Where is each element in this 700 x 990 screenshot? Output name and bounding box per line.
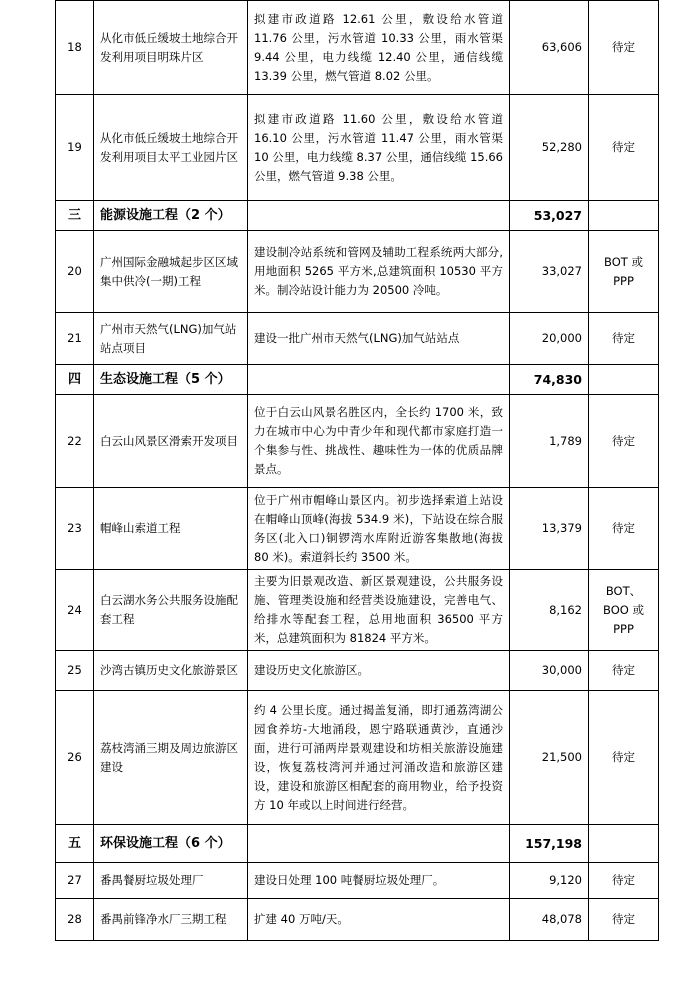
project-mode: 待定 <box>589 488 659 570</box>
project-mode: 待定 <box>589 863 659 899</box>
section-mode-empty <box>589 825 659 863</box>
project-row <box>56 570 659 651</box>
project-investment: 30,000 <box>510 651 589 691</box>
section-row <box>56 825 659 863</box>
project-number: 28 <box>56 899 94 941</box>
section-row <box>56 365 659 395</box>
project-name: 白云山风景区滑索开发项目 <box>94 395 248 488</box>
project-description: 扩建 40 万吨/天。 <box>248 899 510 941</box>
project-name: 沙湾古镇历史文化旅游景区 <box>94 651 248 691</box>
project-mode: 待定 <box>589 95 659 201</box>
project-description: 约 4 公里长度。通过揭盖复涌，即打通荔湾湖公园食养坊-大地涌段，恩宁路联通黄沙，直通沙面，进行可涌两岸景观建设和坊相关旅游设施建设，恢复荔枝湾河并通过河涌改造和旅游区建设，建设和旅游区相配套的商用物业，给予投资方 10 年或以上时间进行经营。 <box>248 691 510 825</box>
project-mode: BOT 或 PPP <box>589 231 659 313</box>
project-row <box>56 488 659 570</box>
section-number: 三 <box>56 201 94 231</box>
project-number: 21 <box>56 313 94 365</box>
project-investment: 52,280 <box>510 95 589 201</box>
project-investment: 20,000 <box>510 313 589 365</box>
project-investment: 48,078 <box>510 899 589 941</box>
section-number: 五 <box>56 825 94 863</box>
project-mode: BOT、BOO 或 PPP <box>589 570 659 651</box>
project-mode: 待定 <box>589 691 659 825</box>
project-mode: 待定 <box>589 1 659 95</box>
project-number: 20 <box>56 231 94 313</box>
project-row <box>56 863 659 899</box>
project-name: 白云湖水务公共服务设施配套工程 <box>94 570 248 651</box>
project-name: 从化市低丘缓坡土地综合开发利用项目明珠片区 <box>94 1 248 95</box>
project-description: 主要为旧景观改造、新区景观建设，公共服务设施、管理类设施和经营类设施建设，完善电气、给排水等配套工程，总用地面积 36500 平方米，总建筑面积为 81824 平方米。 <box>248 570 510 651</box>
project-number: 27 <box>56 863 94 899</box>
project-description: 建设制冷站系统和管网及辅助工程系统两大部分,用地面积 5265 平方米,总建筑面积 10530 平方米。制冷站设计能力为 20500 冷吨。 <box>248 231 510 313</box>
project-investment: 13,379 <box>510 488 589 570</box>
project-row <box>56 691 659 825</box>
project-row <box>56 95 659 201</box>
project-row <box>56 651 659 691</box>
section-desc-empty <box>248 365 510 395</box>
project-investment: 9,120 <box>510 863 589 899</box>
project-mode: 待定 <box>589 395 659 488</box>
project-name: 荔枝湾涌三期及周边旅游区建设 <box>94 691 248 825</box>
project-description: 拟建市政道路 11.60 公里，敷设给水管道 16.10 公里，污水管道 11.47 公里，雨水管渠 10 公里，电力线缆 8.37 公里，通信线缆 15.66 公里，燃气管道 9.38 公里。 <box>248 95 510 201</box>
section-total-investment: 157,198 <box>510 825 589 863</box>
section-row <box>56 201 659 231</box>
project-investment: 8,162 <box>510 570 589 651</box>
section-total-investment: 74,830 <box>510 365 589 395</box>
project-mode: 待定 <box>589 899 659 941</box>
section-title: 环保设施工程（6 个） <box>94 825 248 863</box>
project-row <box>56 899 659 941</box>
project-number: 18 <box>56 1 94 95</box>
project-row <box>56 313 659 365</box>
project-row <box>56 395 659 488</box>
section-number: 四 <box>56 365 94 395</box>
project-description: 位于广州市帽峰山景区内。初步选择索道上站设在帽峰山顶峰(海拔 534.9 米)，下站设在综合服务区(北入口)铜锣湾水库附近游客集散地(海拔 80 米)。索道斜长约 3500 米。 <box>248 488 510 570</box>
project-table <box>55 0 659 941</box>
project-description: 建设日处理 100 吨餐厨垃圾处理厂。 <box>248 863 510 899</box>
project-description: 建设历史文化旅游区。 <box>248 651 510 691</box>
project-number: 26 <box>56 691 94 825</box>
project-investment: 63,606 <box>510 1 589 95</box>
project-number: 25 <box>56 651 94 691</box>
project-number: 19 <box>56 95 94 201</box>
section-mode-empty <box>589 365 659 395</box>
project-description: 建设一批广州市天然气(LNG)加气站站点 <box>248 313 510 365</box>
project-number: 23 <box>56 488 94 570</box>
project-name: 番禺餐厨垃圾处理厂 <box>94 863 248 899</box>
project-description: 位于白云山风景名胜区内，全长约 1700 米，致力在城市中心为中青少年和现代都市家庭打造一个集参与性、挑战性、趣味性为一体的优质品牌景点。 <box>248 395 510 488</box>
section-mode-empty <box>589 201 659 231</box>
project-table-body <box>56 1 659 941</box>
project-row <box>56 231 659 313</box>
project-investment: 33,027 <box>510 231 589 313</box>
section-title: 生态设施工程（5 个） <box>94 365 248 395</box>
section-desc-empty <box>248 825 510 863</box>
project-name: 帽峰山索道工程 <box>94 488 248 570</box>
project-description: 拟建市政道路 12.61 公里，敷设给水管道 11.76 公里，污水管道 10.33 公里，雨水管渠 9.44 公里，电力线缆 12.40 公里，通信线缆 13.39 公里，燃气管道 8.02 公里。 <box>248 1 510 95</box>
project-name: 从化市低丘缓坡土地综合开发利用项目太平工业园片区 <box>94 95 248 201</box>
project-name: 广州国际金融城起步区区域集中供冷(一期)工程 <box>94 231 248 313</box>
project-number: 22 <box>56 395 94 488</box>
project-name: 广州市天然气(LNG)加气站站点项目 <box>94 313 248 365</box>
project-investment: 21,500 <box>510 691 589 825</box>
project-investment: 1,789 <box>510 395 589 488</box>
project-name: 番禺前锋净水厂三期工程 <box>94 899 248 941</box>
project-number: 24 <box>56 570 94 651</box>
project-mode: 待定 <box>589 313 659 365</box>
section-desc-empty <box>248 201 510 231</box>
project-row <box>56 1 659 95</box>
section-title: 能源设施工程（2 个） <box>94 201 248 231</box>
section-total-investment: 53,027 <box>510 201 589 231</box>
project-mode: 待定 <box>589 651 659 691</box>
